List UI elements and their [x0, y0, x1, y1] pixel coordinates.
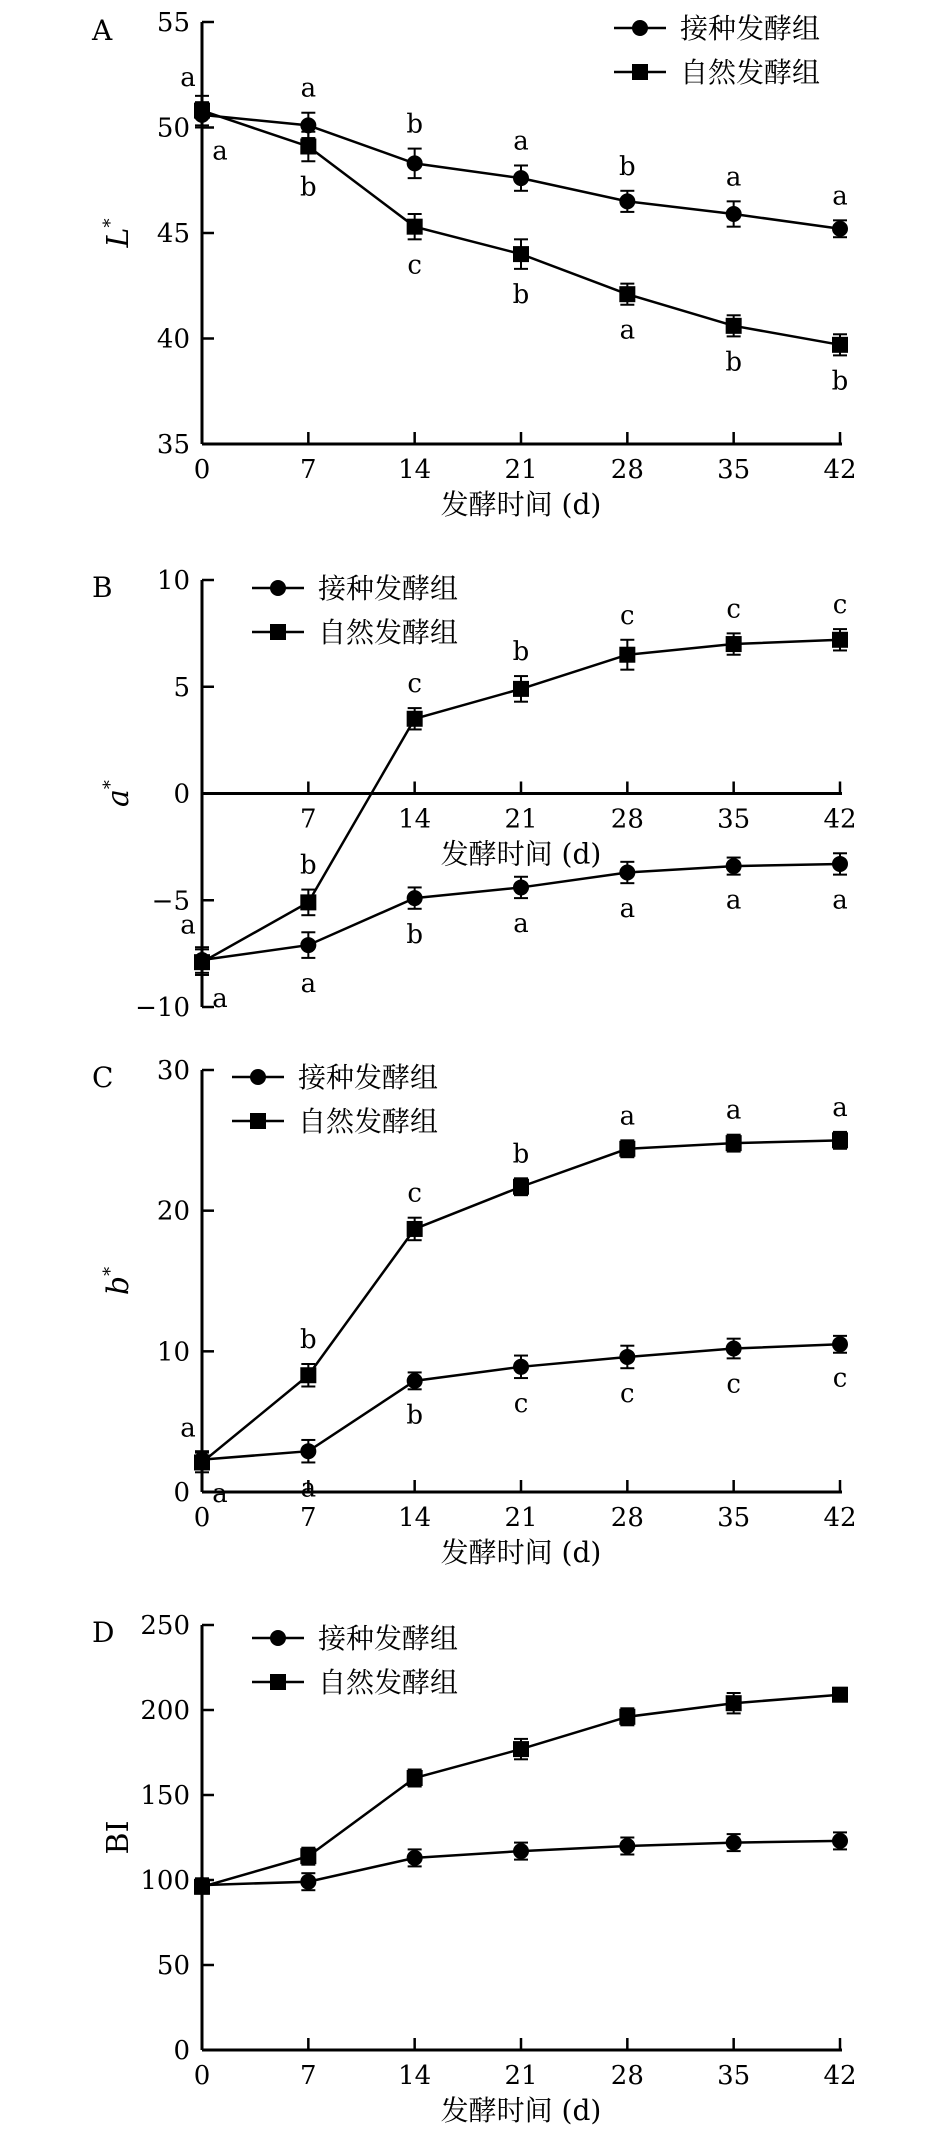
- legend-marker: [271, 1675, 286, 1690]
- data-point: [514, 1844, 529, 1859]
- data-point: [301, 1849, 316, 1864]
- significance-label: c: [513, 1389, 529, 1420]
- data-point: [726, 1835, 741, 1850]
- x-tick-label: 14: [398, 2061, 432, 2091]
- significance-label: b: [300, 850, 317, 881]
- legend-label: 自然发酵组: [318, 616, 459, 649]
- x-axis-label: 发酵时间 (d): [440, 1536, 602, 1569]
- legend-marker: [271, 1631, 286, 1646]
- panel-b: [92, 566, 857, 1023]
- x-tick-label: 14: [398, 1503, 432, 1533]
- data-point: [833, 1337, 848, 1352]
- significance-label: c: [407, 250, 422, 281]
- significance-label: c: [407, 1178, 422, 1209]
- x-tick-label: 7: [300, 455, 317, 485]
- significance-label: a: [725, 885, 742, 916]
- data-point: [833, 632, 848, 647]
- data-point: [726, 637, 741, 652]
- panel-letter: B: [92, 571, 113, 604]
- data-point: [514, 681, 529, 696]
- y-axis-label: a*: [100, 780, 136, 807]
- x-tick-label: 0: [193, 1503, 211, 1533]
- significance-label: a: [300, 73, 317, 104]
- data-point: [726, 1696, 741, 1711]
- data-point: [514, 1179, 529, 1194]
- legend-label: 接种发酵组: [680, 12, 821, 45]
- data-point: [195, 1879, 210, 1894]
- y-tick-label: 10: [156, 566, 190, 596]
- significance-label: a: [180, 1413, 196, 1444]
- significance-label: b: [512, 279, 530, 310]
- significance-label: c: [726, 1369, 741, 1400]
- y-tick-label: 50: [156, 113, 190, 144]
- legend-label: 接种发酵组: [298, 1061, 439, 1094]
- data-point: [833, 1133, 848, 1148]
- x-axis-label: 发酵时间 (d): [440, 837, 602, 871]
- x-tick-label: 35: [717, 804, 751, 835]
- significance-label: b: [406, 919, 423, 950]
- data-point: [407, 891, 422, 906]
- data-point: [833, 1833, 848, 1848]
- legend-label: 自然发酵组: [298, 1105, 439, 1138]
- panel-letter: C: [92, 1061, 114, 1094]
- x-tick-label: 7: [300, 2061, 317, 2091]
- y-tick-label: 100: [140, 1866, 190, 1896]
- y-axis-label: b*: [100, 1266, 136, 1296]
- data-point: [726, 207, 741, 222]
- data-point: [407, 156, 422, 171]
- data-point: [407, 1373, 422, 1388]
- legend: [232, 1061, 438, 1138]
- x-tick-label: 21: [504, 2061, 538, 2091]
- x-tick-label: 35: [717, 455, 751, 485]
- x-axis-label: 发酵时间 (d): [440, 2094, 602, 2127]
- data-point: [514, 171, 529, 186]
- data-point: [407, 219, 422, 234]
- legend: [252, 1622, 458, 1699]
- data-point: [514, 247, 529, 262]
- legend-marker: [251, 1070, 266, 1085]
- data-point: [726, 1341, 741, 1356]
- significance-label: c: [832, 590, 848, 621]
- y-tick-label: 5: [173, 672, 190, 703]
- panel-d: [92, 1611, 857, 2127]
- x-axis-label: 发酵时间 (d): [440, 488, 602, 521]
- data-point: [620, 1709, 635, 1724]
- data-point: [195, 103, 210, 118]
- y-tick-label: 50: [156, 1951, 190, 1981]
- legend-marker: [251, 1114, 266, 1129]
- panel-a: [91, 8, 857, 521]
- significance-label: a: [513, 126, 529, 157]
- significance-label: a: [300, 968, 317, 999]
- series-inoculated: [180, 63, 848, 237]
- data-point: [301, 895, 316, 910]
- y-tick-label: 0: [173, 2036, 190, 2066]
- y-tick-label: 40: [156, 324, 190, 355]
- significance-label: a: [300, 1473, 317, 1504]
- x-tick-label: 21: [504, 1503, 538, 1533]
- x-tick-label: 28: [610, 804, 644, 835]
- data-point: [301, 118, 316, 133]
- legend-label: 自然发酵组: [318, 1666, 459, 1699]
- x-tick-label: 35: [717, 1503, 751, 1533]
- data-point: [620, 287, 635, 302]
- significance-label: b: [406, 1400, 423, 1431]
- significance-label: b: [725, 347, 742, 378]
- x-tick-label: 35: [717, 2061, 751, 2091]
- data-point: [620, 1349, 635, 1364]
- data-point: [833, 856, 848, 871]
- significance-label: c: [407, 669, 422, 700]
- legend-label: 接种发酵组: [318, 572, 459, 605]
- y-axis-label: L*: [100, 218, 136, 248]
- legend-marker: [271, 581, 286, 596]
- legend: [614, 12, 820, 89]
- y-tick-label: 55: [156, 8, 190, 38]
- x-tick-label: 42: [823, 455, 857, 485]
- x-tick-label: 21: [504, 455, 538, 485]
- data-point: [407, 711, 422, 726]
- legend-marker: [633, 65, 648, 80]
- x-tick-label: 0: [193, 2061, 211, 2091]
- y-tick-label: 45: [156, 219, 190, 249]
- significance-label: b: [300, 1324, 317, 1355]
- y-tick-label: 150: [140, 1781, 190, 1811]
- significance-label: a: [513, 909, 529, 940]
- significance-label: a: [832, 181, 848, 212]
- data-point: [833, 1687, 848, 1702]
- significance-label: a: [212, 1479, 228, 1510]
- significance-label: a: [619, 1101, 636, 1132]
- y-tick-label: 0: [173, 1478, 190, 1508]
- data-point: [301, 1368, 316, 1383]
- significance-label: b: [512, 1139, 530, 1170]
- y-tick-label: 250: [140, 1611, 190, 1641]
- x-tick-label: 21: [504, 804, 538, 835]
- significance-label: a: [619, 894, 636, 925]
- significance-label: a: [832, 885, 848, 916]
- x-tick-label: 14: [398, 804, 432, 835]
- y-tick-label: 0: [173, 779, 190, 810]
- significance-label: a: [212, 136, 228, 167]
- x-tick-label: 28: [610, 455, 644, 485]
- data-point: [833, 221, 848, 236]
- legend-marker: [271, 625, 286, 640]
- data-point: [514, 880, 529, 895]
- x-tick-label: 0: [193, 455, 211, 485]
- x-tick-label: 28: [610, 2061, 644, 2091]
- significance-label: b: [512, 637, 530, 668]
- y-tick-label: 30: [156, 1056, 190, 1086]
- data-point: [726, 859, 741, 874]
- legend-marker: [633, 21, 648, 36]
- panel-c: [92, 1056, 857, 1569]
- legend: [252, 572, 458, 649]
- significance-label: c: [620, 1379, 635, 1410]
- significance-label: a: [832, 1092, 848, 1123]
- data-point: [726, 318, 741, 333]
- x-tick-label: 14: [398, 455, 432, 485]
- x-tick-label: 42: [823, 804, 857, 835]
- x-tick-label: 42: [823, 1503, 857, 1533]
- legend-label: 自然发酵组: [680, 56, 821, 89]
- x-tick-label: 42: [823, 2061, 857, 2091]
- data-point: [195, 955, 210, 970]
- x-tick-label: 7: [300, 1503, 317, 1533]
- significance-label: a: [725, 162, 742, 193]
- y-tick-label: −5: [151, 886, 190, 917]
- significance-label: a: [619, 315, 636, 346]
- data-point: [301, 1444, 316, 1459]
- data-point: [301, 139, 316, 154]
- series-natural: [195, 1687, 848, 1894]
- y-tick-label: 10: [156, 1337, 190, 1368]
- data-point: [195, 1455, 210, 1470]
- significance-label: c: [620, 600, 635, 631]
- significance-label: c: [832, 1363, 848, 1394]
- y-axis-label: BI: [101, 1820, 136, 1855]
- data-point: [620, 647, 635, 662]
- data-point: [620, 1141, 635, 1156]
- data-point: [407, 1221, 422, 1236]
- significance-label: b: [831, 366, 849, 397]
- data-point: [833, 337, 848, 352]
- data-point: [726, 1136, 741, 1151]
- y-tick-label: 200: [140, 1696, 190, 1726]
- x-tick-label: 28: [610, 1503, 644, 1533]
- panel-letter: D: [92, 1616, 115, 1649]
- significance-label: b: [300, 172, 317, 203]
- legend-label: 接种发酵组: [318, 1622, 459, 1655]
- significance-label: a: [212, 983, 228, 1014]
- significance-label: b: [406, 109, 423, 140]
- data-point: [407, 1771, 422, 1786]
- y-tick-label: 35: [156, 430, 190, 460]
- x-tick-label: 7: [300, 804, 317, 835]
- significance-label: c: [726, 594, 741, 625]
- data-point: [620, 1839, 635, 1854]
- series-inoculated: [195, 850, 848, 1014]
- panel-letter: A: [92, 14, 113, 47]
- y-tick-label: −10: [135, 993, 190, 1023]
- significance-label: a: [725, 1095, 742, 1126]
- significance-label: a: [180, 910, 196, 941]
- data-point: [620, 865, 635, 880]
- data-point: [301, 938, 316, 953]
- data-point: [301, 1874, 316, 1889]
- data-point: [407, 1850, 422, 1865]
- data-point: [620, 194, 635, 209]
- significance-label: b: [619, 151, 636, 182]
- y-tick-label: 20: [156, 1196, 190, 1227]
- series-inoculated: [195, 1832, 848, 1892]
- data-point: [514, 1359, 529, 1374]
- significance-label: a: [180, 63, 196, 94]
- data-point: [514, 1742, 529, 1757]
